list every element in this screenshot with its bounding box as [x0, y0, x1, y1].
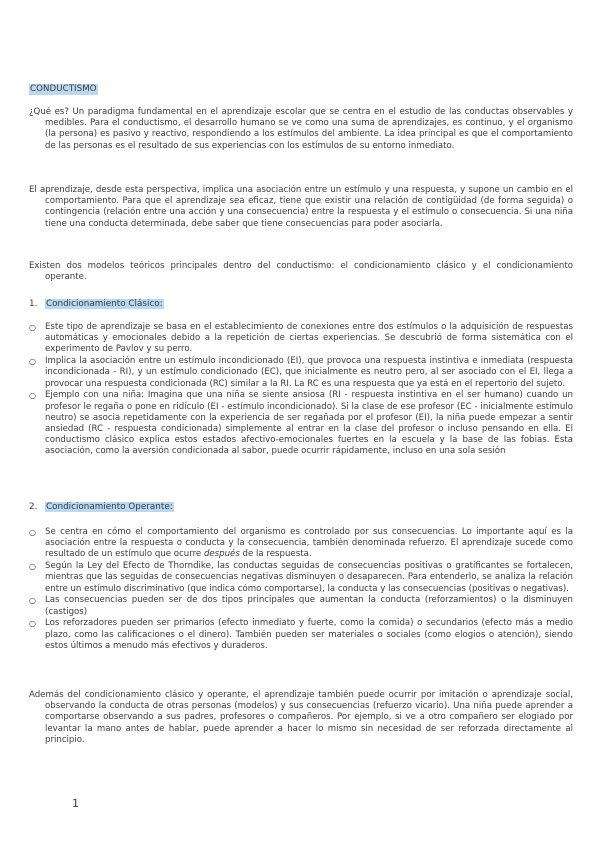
section-title: Condicionamiento Clásico: [46, 299, 163, 309]
intro-paragraph [29, 107, 573, 152]
section-heading-classical [29, 299, 164, 310]
list-item [29, 618, 573, 652]
intro-paragraph-text: ¿Qué es? Un paradigma fundamental en el aprendizaje escolar que se centra en el estudio de las conductas observables y medibles. Para el conductismo, el desarrollo humano se ve como una suma de aprendizajes, es continuo, y el organismo (la persona) es pasivo y reactivo, respondiendo a los estímulos del ambiente. La idea principal es que el comportamiento de las personas es el resultado de sus experiencias con los estímulos de su entorno inmediato. [29, 107, 573, 151]
page-number: 1 [72, 797, 79, 810]
social-learning-paragraph [29, 690, 573, 746]
list-item-text-end: de la respuesta. [239, 549, 312, 560]
bullet-circle-icon: ○ [29, 619, 36, 629]
bullet-circle-icon: ○ [29, 596, 36, 606]
list-item [29, 527, 573, 561]
bullet-circle-icon: ○ [29, 562, 36, 572]
bullet-circle-icon: ○ [29, 357, 36, 367]
list-item [29, 561, 573, 595]
list-item-text: Ejemplo con una niña: Imagina que una niña se siente ansiosa (RI - respuesta instintiva en el ser humano) cuando un profesor le regaña o pone en ridículo (EI - estímulo incondicionado). Si la clase de ese profesor (EC - inicialmente estímulo neutro) se asocia repetidamente con la experiencia de ser regañada por el profesor (EI), la niña puede empezar a sentir ansiedad (RC - respuesta condicionada) simplemente al entrar en la clase del profesor o incluso pensando en ella. El conductismo clásico explica estos estados afectivo-emocionales fuertes en la escuela y la base de las fobias. Esta asociación, como la aversión condicionada al sabor, puede ocurrir rápidamente, incluso en una sola sesión [45, 390, 573, 457]
bullet-circle-icon: ○ [29, 528, 36, 537]
list-item-text: Los reforzadores pueden ser primarios (efecto inmediato y fuerte, como la comida) o secundarios (efecto más a medio plazo, como las calificaciones o el dinero). También pueden ser materiales o sociales (como elogios o atención), siendo estos últimos a menudo más efectivos y duraderos. [45, 618, 573, 651]
operant-bullet-list [29, 527, 573, 653]
list-item-text: Las consecuencias pueden ser de dos tipos principales que aumentan la conducta (reforzamientos) o la disminuyen (castigos) [45, 595, 573, 617]
list-item [29, 390, 573, 457]
list-item [29, 356, 573, 390]
emphasis-text: después [203, 549, 240, 560]
list-item-text: Según la Ley del Efecto de Thorndike, las conductas seguidas de consecuencias positivas o gratificantes se fortalecen, mientras que las seguidas de consecuencias negativas disminuyen o desaparecen. Para entenderlo, se analiza la relación entre un estímulo discriminativo (que indica cómo comportarse), la conducta y las consecuencias (positivas o negativas). [45, 561, 573, 594]
list-item-text: Este tipo de aprendizaje se basa en el establecimiento de conexiones entre dos estímulos o la adquisición de respuestas automáticas y emocionales debido a la repetición de ciertas experiencias. Se descubrió de forma sistemática con el experimento de Pavlov y su perro. [45, 322, 573, 355]
section-heading-operant [29, 502, 174, 513]
models-paragraph [29, 261, 573, 283]
list-item [29, 322, 573, 356]
classical-bullet-list [29, 322, 573, 458]
list-item-text: Se centra en cómo el comportamiento del organismo es controlado por sus consecuencias. Lo importante aquí es la asociación entre la respuesta o conducta y la consecuencia, también denominada refuerzo. El aprendizaje sucede como resultado de un estímulo que ocurre [45, 527, 573, 560]
section-number: 1. [29, 299, 38, 309]
list-item [29, 595, 573, 617]
document-title: CONDUCTISMO [30, 84, 97, 94]
social-learning-paragraph-text: Además del condicionamiento clásico y operante, el aprendizaje también puede ocurrir por imitación o aprendizaje social, observando la conducta de otras personas (modelos) y sus consecuencias (refuerzo vicario). Una niña puede aprender a comportarse observando a sus padres, profesores o compañeros. Por ejemplo, si ve a otro compañero ser elogiado por levantar la mano antes de hablar, puede aprender a hacer lo mismo sin necesidad de ser reforzada directamente al principio. [29, 690, 573, 745]
learning-paragraph-text: El aprendizaje, desde esta perspectiva, implica una asociación entre un estímulo y una respuesta, y supone un cambio en el comportamiento. Para que el aprendizaje sea eficaz, tiene que existir una relación de contigüidad (de forma seguida) o contingencia (relación entre una acción y una consecuencia) entre la respuesta y el estímulo o consecuencia. Si una niña tiene una conducta determinada, debe saber que tiene consecuencias para poder asociarla. [29, 185, 573, 229]
learning-paragraph [29, 185, 573, 230]
section-number: 2. [29, 502, 38, 512]
models-paragraph-text: Existen dos modelos teóricos principales dentro del conductismo: el condicionamiento clásico y el condicionamiento operante. [29, 261, 573, 283]
section-title: Condicionamiento Operante: [46, 502, 173, 512]
list-item-text: Implica la asociación entre un estímulo incondicionado (EI), que provoca una respuesta instintiva e inmediata (respuesta incondicionada - RI), y un estímulo condicionado (EC), que inicialmente es neutro pero, al ser asociado con el EI, llega a provocar una respuesta condicionada (RC) similar a la RI. La RC es una respuesta que ya está en el repertorio del sujeto. [45, 356, 573, 389]
bullet-circle-icon: ○ [29, 323, 36, 332]
bullet-circle-icon: ○ [29, 391, 36, 401]
